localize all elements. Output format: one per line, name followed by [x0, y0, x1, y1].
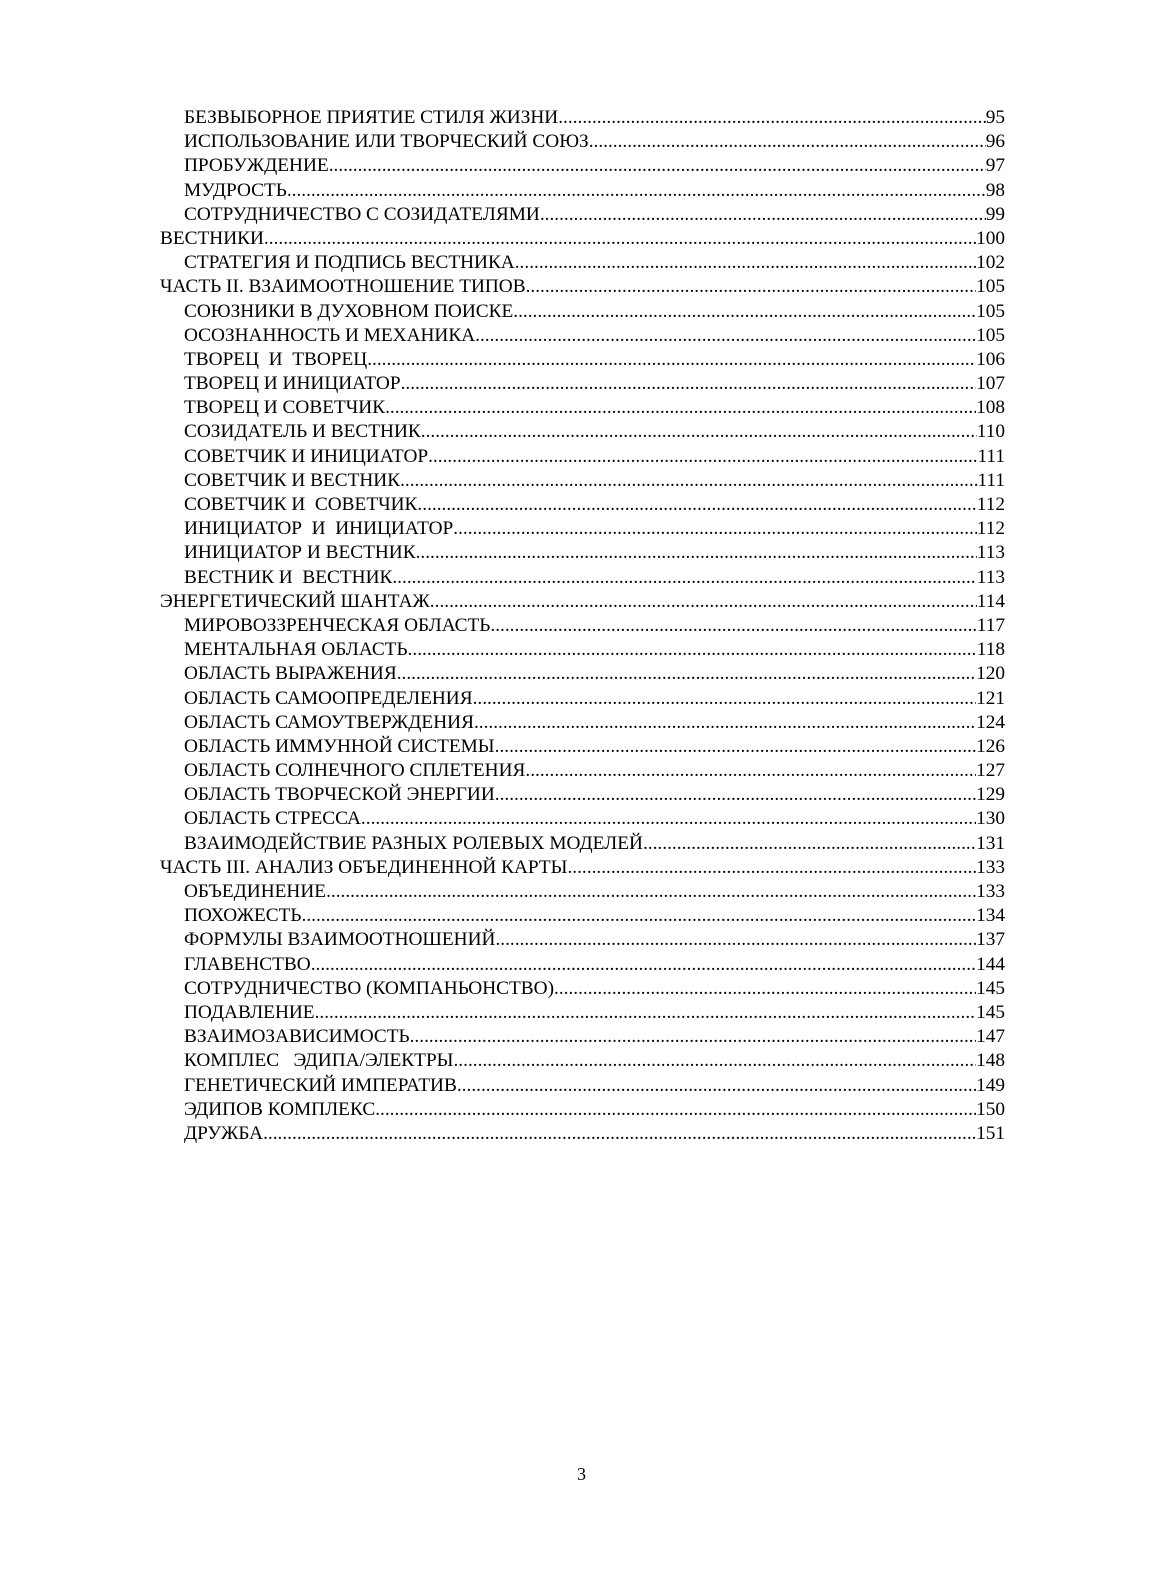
toc-entry-title: СОТРУДНИЧЕСТВО (КОМПАНЬОНСТВО)	[184, 977, 554, 999]
toc-dot-leader	[315, 1001, 977, 1025]
toc-entry-title: ОБЛАСТЬ СОЛНЕЧНОГО СПЛЕТЕНИЯ	[184, 760, 526, 782]
toc-entry-page-number: 145	[976, 1001, 1005, 1023]
toc-entry-title: ОБЛАСТЬ САМООПРЕДЕЛЕНИЯ	[184, 687, 473, 709]
toc-dot-leader	[558, 106, 986, 130]
toc-entry-title: ОБЛАСТЬ ТВОРЧЕСКОЙ ЭНЕРГИИ	[184, 784, 495, 806]
toc-dot-leader	[410, 1025, 976, 1049]
toc-subsection-entry[interactable]	[160, 251, 1005, 275]
toc-entry-title: ОСОЗНАННОСТЬ И МЕХАНИКА	[184, 324, 476, 346]
toc-entry-title: ТВОРЕЦ И СОВЕТЧИК	[184, 397, 386, 419]
toc-subsection-entry[interactable]	[160, 807, 1005, 831]
toc-entry-page-number: 105	[976, 276, 1005, 298]
toc-entry-title: СОВЕТЧИК И ИНИЦИАТОР	[184, 445, 429, 467]
toc-entry-title: ТВОРЕЦ И ТВОРЕЦ	[184, 348, 368, 370]
toc-dot-leader	[495, 783, 976, 807]
toc-entry-page-number: 113	[976, 566, 1005, 588]
toc-dot-leader	[643, 832, 976, 856]
toc-entry-title: ЧАСТЬ III. АНАЛИЗ ОБЪЕДИНЕННОЙ КАРТЫ	[160, 856, 568, 878]
toc-subsection-entry[interactable]	[160, 1074, 1005, 1098]
toc-entry-title: ЭНЕРГЕТИЧЕСКИЙ ШАНТАЖ	[160, 590, 430, 612]
toc-entry-title: СОЗИДАТЕЛЬ И ВЕСТНИК	[184, 421, 421, 443]
toc-entry-page-number: 130	[976, 808, 1005, 830]
toc-subsection-entry[interactable]	[160, 783, 1005, 807]
toc-subsection-entry[interactable]	[160, 445, 1005, 469]
toc-entry-page-number: 113	[976, 542, 1005, 564]
toc-entry-page-number: 124	[976, 711, 1005, 733]
toc-subsection-entry[interactable]	[160, 566, 1005, 590]
toc-dot-leader	[567, 856, 976, 880]
toc-subsection-entry[interactable]	[160, 977, 1005, 1001]
toc-section-entry[interactable]	[160, 227, 1005, 251]
toc-dot-leader	[367, 348, 976, 372]
toc-dot-leader	[540, 203, 986, 227]
toc-entry-page-number: 148	[976, 1050, 1005, 1072]
toc-entry-title: ОБЛАСТЬ САМОУТВЕРЖДЕНИЯ	[184, 711, 474, 733]
toc-dot-leader	[326, 880, 976, 904]
toc-entry-title: СОЮЗНИКИ В ДУХОВНОМ ПОИСКЕ	[184, 300, 514, 322]
toc-subsection-entry[interactable]	[160, 348, 1005, 372]
toc-dot-leader	[515, 251, 976, 275]
toc-dot-leader	[408, 638, 977, 662]
toc-entry-page-number: 107	[976, 373, 1005, 395]
toc-subsection-entry[interactable]	[160, 396, 1005, 420]
toc-dot-leader	[264, 227, 976, 251]
toc-subsection-entry[interactable]	[160, 493, 1005, 517]
toc-dot-leader	[430, 590, 977, 614]
toc-entry-page-number: 111	[977, 469, 1005, 491]
toc-subsection-entry[interactable]	[160, 1025, 1005, 1049]
toc-subsection-entry[interactable]	[160, 130, 1005, 154]
toc-entry-title: ОБЪЕДИНЕНИЕ	[184, 881, 327, 902]
toc-dot-leader	[329, 154, 986, 178]
toc-entry-page-number: 131	[976, 832, 1005, 854]
toc-dot-leader	[475, 324, 976, 348]
toc-entry-page-number: 99	[985, 203, 1005, 225]
toc-entry-page-number: 126	[976, 735, 1005, 757]
toc-entry-title: СОТРУДНИЧЕСТВО С СОЗИДАТЕЛЯМИ	[184, 203, 540, 225]
toc-dot-leader	[397, 662, 976, 686]
toc-dot-leader	[417, 493, 976, 517]
toc-dot-leader	[416, 541, 977, 565]
toc-entry-title: ГЛАВЕНСТВО	[184, 953, 311, 975]
toc-entry-page-number: 145	[976, 977, 1005, 999]
toc-dot-leader	[287, 179, 986, 203]
toc-entry-page-number: 127	[976, 760, 1005, 782]
toc-subsection-entry[interactable]	[160, 614, 1005, 638]
toc-entry-page-number: 134	[976, 905, 1005, 927]
toc-dot-leader	[513, 300, 976, 324]
toc-subsection-entry[interactable]	[160, 1098, 1005, 1122]
toc-subsection-entry[interactable]	[160, 880, 1005, 904]
toc-entry-title: БЕЗВЫБОРНОЕ ПРИЯТИЕ СТИЛЯ ЖИЗНИ	[184, 107, 559, 128]
toc-entry-title: ЧАСТЬ II. ВЗАИМООТНОШЕНИЕ ТИПОВ	[160, 276, 526, 298]
toc-entry-page-number: 112	[976, 518, 1005, 540]
toc-dot-leader	[428, 445, 977, 469]
toc-dot-leader	[474, 711, 976, 735]
toc-subsection-entry[interactable]	[160, 662, 1005, 686]
toc-entry-title: ВЗАИМОДЕЙСТВИЕ РАЗНЫХ РОЛЕВЫХ МОДЕЛЕЙ	[184, 832, 643, 854]
toc-entry-page-number: 105	[976, 324, 1005, 346]
toc-entry-title: ГЕНЕТИЧЕСКИЙ ИМПЕРАТИВ	[184, 1074, 457, 1096]
toc-entry-title: ЭДИПОВ КОМПЛЕКС	[184, 1098, 376, 1120]
toc-dot-leader	[526, 275, 976, 299]
toc-entry-title: СОВЕТЧИК И СОВЕТЧИК	[184, 494, 418, 515]
toc-entry-title: ОБЛАСТЬ ИММУННОЙ СИСТЕМЫ	[184, 735, 495, 757]
toc-dot-leader	[361, 807, 976, 831]
toc-entry-page-number: 112	[976, 494, 1005, 515]
toc-entry-title: ДРУЖБА	[184, 1122, 264, 1144]
toc-entry-page-number: 102	[976, 252, 1005, 274]
toc-entry-page-number: 106	[976, 348, 1005, 370]
toc-subsection-entry[interactable]	[160, 469, 1005, 493]
toc-subsection-entry[interactable]	[160, 154, 1005, 178]
toc-dot-leader	[421, 420, 977, 444]
toc-dot-leader	[392, 566, 976, 590]
toc-dot-leader	[495, 928, 976, 952]
toc-subsection-entry[interactable]	[160, 735, 1005, 759]
toc-dot-leader	[453, 1049, 976, 1073]
toc-dot-leader	[453, 517, 977, 541]
toc-entry-title: ОБЛАСТЬ СТРЕССА	[184, 808, 361, 830]
toc-dot-leader	[473, 687, 977, 711]
toc-entry-page-number: 129	[976, 784, 1005, 806]
toc-dot-leader	[490, 614, 976, 638]
toc-entry-page-number: 97	[985, 155, 1005, 177]
toc-entry-page-number: 150	[976, 1098, 1005, 1120]
toc-entry-title: СОВЕТЧИК И ВЕСТНИК	[184, 469, 401, 491]
toc-entry-title: ИНИЦИАТОР И ИНИЦИАТОР	[184, 518, 454, 540]
toc-entry-page-number: 133	[976, 881, 1005, 902]
toc-entry-page-number: 98	[985, 179, 1005, 201]
toc-dot-leader	[263, 1122, 976, 1146]
toc-dot-leader	[385, 396, 976, 420]
toc-dot-leader	[311, 953, 976, 977]
toc-dot-leader	[401, 372, 977, 396]
toc-entry-page-number: 110	[976, 421, 1005, 443]
toc-section-entry[interactable]	[160, 856, 1005, 880]
toc-section-entry[interactable]	[160, 590, 1005, 614]
toc-dot-leader	[457, 1074, 976, 1098]
toc-entry-page-number: 95	[985, 107, 1005, 128]
toc-entry-title: КОМПЛЕС ЭДИПА/ЭЛЕКТРЫ	[184, 1050, 454, 1072]
toc-entry-page-number: 96	[985, 131, 1005, 153]
toc-entry-page-number: 111	[977, 445, 1005, 467]
toc-subsection-entry[interactable]	[160, 203, 1005, 227]
toc-entry-title: ПОХОЖЕСТЬ	[184, 905, 302, 927]
toc-subsection-entry[interactable]	[160, 928, 1005, 952]
toc-dot-leader	[589, 130, 986, 154]
toc-subsection-entry[interactable]	[160, 300, 1005, 324]
toc-subsection-entry[interactable]	[160, 372, 1005, 396]
toc-entry-title: ВЕСТНИК И ВЕСТНИК	[184, 566, 393, 588]
toc-subsection-entry[interactable]	[160, 324, 1005, 348]
toc-subsection-entry[interactable]	[160, 1122, 1005, 1146]
toc-subsection-entry[interactable]	[160, 1049, 1005, 1073]
toc-entry-title: ИСПОЛЬЗОВАНИЕ ИЛИ ТВОРЧЕСКИЙ СОЮЗ	[184, 131, 589, 153]
toc-subsection-entry[interactable]	[160, 953, 1005, 977]
toc-entry-page-number: 144	[976, 953, 1005, 975]
toc-entry-page-number: 151	[976, 1122, 1005, 1144]
toc-entry-page-number: 147	[976, 1026, 1005, 1048]
toc-section-entry[interactable]	[160, 275, 1005, 299]
toc-subsection-entry[interactable]	[160, 687, 1005, 711]
toc-entry-page-number: 114	[976, 590, 1005, 612]
toc-dot-leader	[400, 469, 977, 493]
toc-entry-title: ПОДАВЛЕНИЕ	[184, 1001, 315, 1023]
toc-entry-page-number: 105	[976, 300, 1005, 322]
toc-subsection-entry[interactable]	[160, 106, 1005, 130]
toc-entry-page-number: 117	[976, 614, 1005, 636]
toc-subsection-entry[interactable]	[160, 759, 1005, 783]
toc-entry-page-number: 149	[976, 1074, 1005, 1096]
toc-dot-leader	[302, 904, 977, 928]
toc-subsection-entry[interactable]	[160, 832, 1005, 856]
toc-dot-leader	[554, 977, 976, 1001]
toc-subsection-entry[interactable]	[160, 1001, 1005, 1025]
toc-subsection-entry[interactable]	[160, 711, 1005, 735]
toc-entry-title: МУДРОСТЬ	[184, 179, 287, 201]
toc-subsection-entry[interactable]	[160, 904, 1005, 928]
page-number: 3	[577, 1464, 586, 1484]
toc-entry-page-number: 137	[976, 929, 1005, 951]
toc-dot-leader	[375, 1098, 976, 1122]
toc-subsection-entry[interactable]	[160, 638, 1005, 662]
toc-entry-title: ПРОБУЖДЕНИЕ	[184, 155, 329, 177]
toc-entry-title: ИНИЦИАТОР И ВЕСТНИК	[184, 542, 416, 564]
toc-entry-page-number: 133	[976, 856, 1005, 878]
toc-entry-title: ТВОРЕЦ И ИНИЦИАТОР	[184, 373, 401, 395]
toc-entry-page-number: 120	[976, 663, 1005, 685]
toc-entry-title: ВЗАИМОЗАВИСИМОСТЬ	[184, 1026, 410, 1048]
toc-subsection-entry[interactable]	[160, 420, 1005, 444]
table-of-contents	[160, 106, 1005, 1146]
toc-subsection-entry[interactable]	[160, 179, 1005, 203]
toc-entry-title: МЕНТАЛЬНАЯ ОБЛАСТЬ	[184, 639, 408, 661]
toc-entry-page-number: 118	[976, 639, 1005, 661]
toc-entry-title: ОБЛАСТЬ ВЫРАЖЕНИЯ	[184, 663, 397, 685]
toc-entry-page-number: 100	[976, 227, 1005, 249]
toc-subsection-entry[interactable]	[160, 517, 1005, 541]
toc-entry-title: ВЕСТНИКИ	[160, 227, 264, 249]
toc-entry-title: МИРОВОЗЗРЕНЧЕСКАЯ ОБЛАСТЬ	[184, 614, 491, 636]
toc-entry-title: ФОРМУЛЫ ВЗАИМООТНОШЕНИЙ	[184, 929, 496, 951]
toc-entry-page-number: 121	[976, 687, 1005, 709]
toc-entry-title: СТРАТЕГИЯ И ПОДПИСЬ ВЕСТНИКА	[184, 252, 515, 274]
toc-entry-page-number: 108	[976, 397, 1005, 419]
toc-subsection-entry[interactable]	[160, 541, 1005, 565]
toc-dot-leader	[495, 735, 976, 759]
toc-dot-leader	[525, 759, 976, 783]
